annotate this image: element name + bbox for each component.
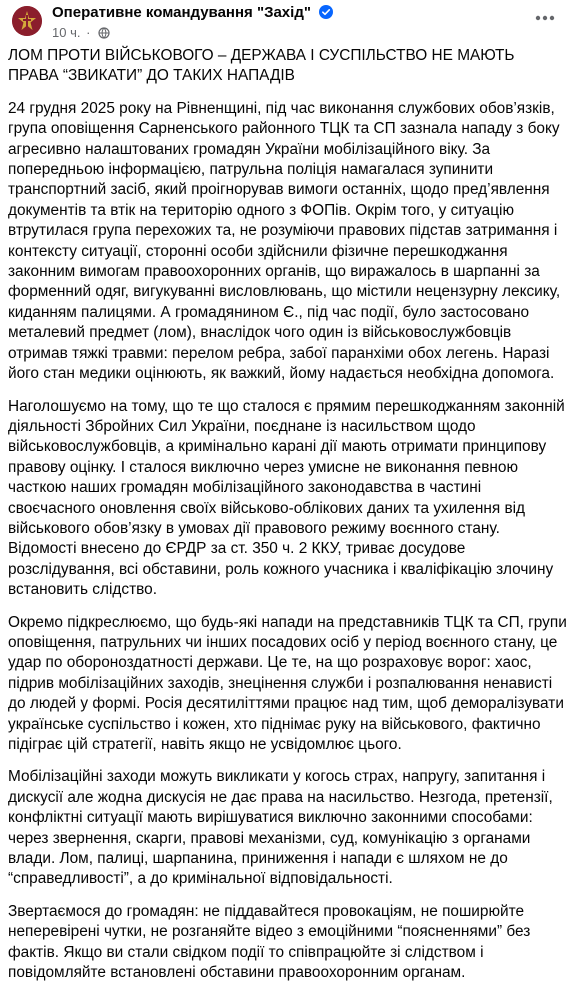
post-paragraph-3: Окремо підкреслюємо, що будь-які напади на представників ТЦК та СП, групи оповіщення, патрульних чи інших посадових осіб у період воєнного стану, це удар по обороноздатності держави. Це те, на що розраховує ворог: хаос, підрив мобілізаційних заходів, знецінення служби і розпалювання ненависті до людей у формі. Росія десятиліттями працює над тим, щоб деморалізувати українське суспільство і кожен, хто піднімає руку на військового, фактично підіграє цій стратегії, навіть якщо не усвідомлює цього. [8, 613, 567, 753]
post-meta [52, 25, 110, 42]
more-options-button[interactable] [533, 8, 557, 28]
page-name-text[interactable]: Оперативне командування "Захід" [52, 4, 311, 21]
post-title: ЛОМ ПРОТИ ВІЙСЬКОВОГО – ДЕРЖАВА І СУСПІЛЬСТВО НЕ МАЮТЬ ПРАВА “ЗВИКАТИ” ДО ТАКИХ НАПАДІВ [8, 47, 515, 85]
verified-badge-icon [319, 5, 333, 23]
post-header [8, 0, 567, 46]
post-paragraph-5: Звертаємося до громадян: не піддавайтеся провокаціям, не поширюйте неперевірені чутки, не розганяйте відео з емоційними “поясненнями” без фактів. Якщо ви стали свідком події то співпрацюйте зі слідством і повідомляйте встановлені обставини правоохоронним органам. [8, 902, 531, 982]
post-paragraph-2: Наголошуємо на тому, що те що сталося є прямим перешкоджанням законній діяльності Збройних Сил України, поєднане із насильством щодо військовослужбовців, а кримінально карані дії мають отримати принципову правову оцінку. І сталося виключно через умисне не виконання певною часткою наших громадян мобілізаційного законодавства в частині своєчасного оновлення своїх військово-облікових даних та ухилення від військового обов’язку в умовах дії правового режиму воєнного стану. Відомості внесено до ЄРДР за ст. 350 ч. 2 ККУ, триває досудове розслідування, всі обставини, роль кожного учасника і кваліфікацію злочину встановить слідство. [8, 397, 565, 599]
post-timestamp[interactable]: 10 ч. [52, 25, 81, 40]
page-avatar[interactable] [12, 6, 42, 36]
page-name[interactable] [52, 4, 333, 23]
military-emblem-icon [12, 6, 42, 36]
post-paragraph-4: Мобілізаційні заходи можуть викликати у когось страх, напругу, запитання і дискусії але жодна дискусія не дає права на насильство. Незгода, претензії, конфліктні ситуації мають вирішуватися виключно законними способами: через звернення, скарги, правові механізми, суд, комунікацію з органами влади. Лом, палиці, шарпанина, приниження і напади є шляхом не до “справедливості”, а до кримінальної відповідальності. [8, 768, 553, 888]
meta-separator: · [86, 25, 91, 40]
more-options-icon [535, 15, 555, 21]
globe-icon[interactable] [98, 27, 110, 42]
post-paragraph-1: 24 грудня 2025 року на Рівненщині, під час виконання службових обов’язків, група оповіщення Сарненського районного ТЦК та СП зазнала нападу з боку агресивно налаштованих громадян України мобілізаційного віку. За попередньою інформацією, патрульна поліція намагалася зупинити транспортний засіб, який проігнорував вимоги останніх, щодо пред’явлення документів та втік на територію одного з ФОПів. Окрім того, у ситуацію втрутилася група перехожих та, не розуміючи правових підстав затримання і контексту ситуації, сторонні особи здійснили фізичне перешкоджання законним вимогам правоохоронних органів, що виражалось в шарпанні за форменний одяг, вигукуванні висловлювань, що містили нецензурну лексику, киданням палицями. А громадянином Є., під час події, було застосовано металевий предмет (лом), внаслідок чого один із військовослужбовців отримав тяжкі травми: перелом ребра, забої паранхіми обох легень. Наразі його стан медики оцінюють, як важкий, йому надається необхідна допомога. [8, 99, 561, 383]
post-body [8, 46, 567, 983]
